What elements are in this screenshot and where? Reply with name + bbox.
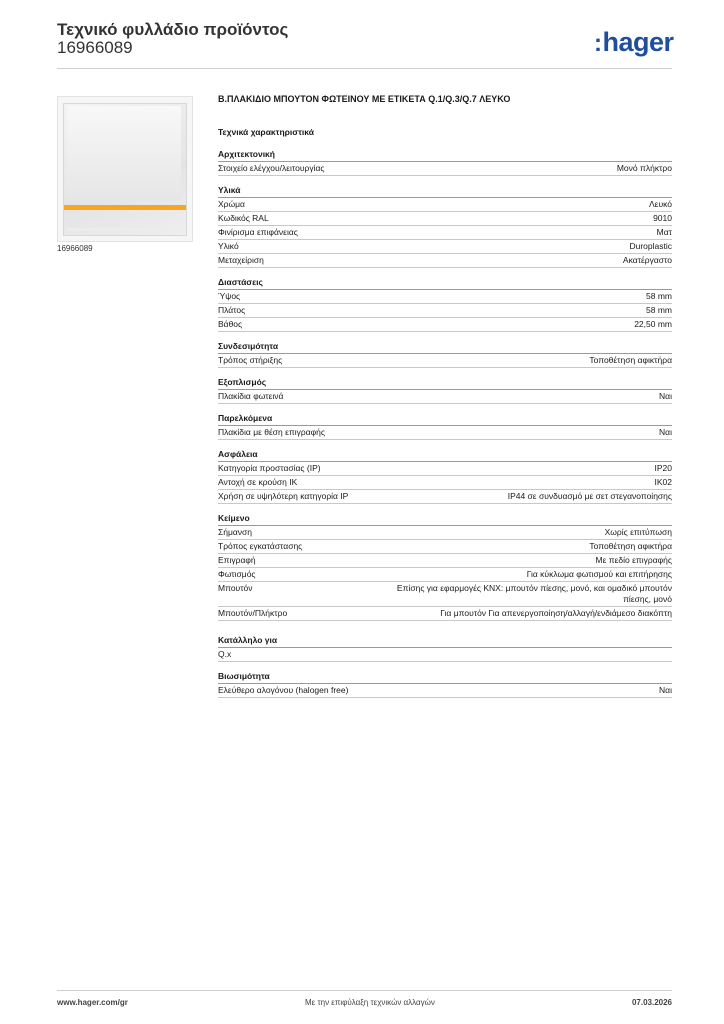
spec-value: Ματ (656, 227, 672, 237)
spec-value: 58 mm (646, 305, 672, 315)
plate-edge (67, 228, 181, 231)
section-dimensions (218, 277, 672, 332)
section-title: Διαστάσεις (218, 277, 672, 290)
spec-label: Φινίρισμα επιφάνειας (218, 227, 298, 237)
spec-row (218, 554, 672, 568)
spec-label: Κατηγορία προστασίας (IP) (218, 463, 321, 473)
spec-label: Τρόπος στήριξης (218, 355, 283, 365)
section-materials (218, 185, 672, 268)
spec-label: Ελεύθερο αλογόνου (halogen free) (218, 685, 349, 695)
spec-value: Τοποθέτηση αφικτήρα (589, 541, 672, 551)
product-image (57, 96, 193, 242)
section-title: Συνδεσιμότητα (218, 341, 672, 354)
spec-value: Λευκό (649, 199, 672, 209)
header-divider (57, 68, 672, 69)
spec-row (218, 607, 672, 621)
spec-row (218, 240, 672, 254)
spec-row (218, 354, 672, 368)
section-title: Υλικά (218, 185, 672, 198)
spec-value: IP20 (654, 463, 672, 473)
footer-note: Με την επιφύλαξη τεχνικών αλλαγών (305, 998, 435, 1007)
section-title: Κατάλληλο για (218, 635, 672, 648)
spec-row (218, 462, 672, 476)
spec-label: Πλακίδια με θέση επιγραφής (218, 427, 325, 437)
logo-text: hager (602, 27, 674, 57)
section-sustainability (218, 671, 672, 698)
spec-sections (218, 149, 672, 698)
section-title: Παρελκόμενα (218, 413, 672, 426)
spec-label: Αντοχή σε κρούση IK (218, 477, 298, 487)
spec-row (218, 318, 672, 332)
spec-value: Duroplastic (629, 241, 672, 251)
logo-colon-icon: : (594, 30, 602, 57)
section-text (218, 513, 672, 621)
spec-label: Πλακίδια φωτεινά (218, 391, 284, 401)
spec-value: Ακατέργαστο (622, 255, 672, 265)
spec-value: Ναι (659, 391, 672, 401)
spec-label: Στοιχείο ελέγχου/λειτουργίας (218, 163, 325, 173)
spec-label: Βάθος (218, 319, 243, 329)
spec-label: Ύψος (218, 291, 241, 301)
spec-row (218, 526, 672, 540)
spec-row (218, 426, 672, 440)
spec-row (218, 684, 672, 698)
spec-row (218, 198, 672, 212)
spec-content (218, 94, 672, 707)
spec-label: Επιγραφή (218, 555, 256, 565)
spec-row (218, 304, 672, 318)
spec-value: 9010 (653, 213, 672, 223)
spec-value: 58 mm (646, 291, 672, 301)
spec-value: Ναι (659, 427, 672, 437)
spec-row (218, 290, 672, 304)
plate-illustration (63, 103, 187, 236)
spec-label: Χρήση σε υψηλότερη κατηγορία IP (218, 491, 349, 501)
label-strip (64, 205, 186, 210)
spec-label: Πλάτος (218, 305, 246, 315)
spec-row (218, 648, 672, 662)
section-title: Εξοπλισμός (218, 377, 672, 390)
section-accessories (218, 413, 672, 440)
spec-label: Τρόπος εγκατάστασης (218, 541, 303, 551)
document-number: 16966089 (57, 38, 133, 57)
spec-label: Q.x (218, 649, 232, 659)
spec-label: Φωτισμός (218, 569, 256, 579)
section-architecture (218, 149, 672, 176)
spec-row (218, 568, 672, 582)
spec-value: Τοποθέτηση αφικτήρα (589, 355, 672, 365)
spec-label: Μπουτόν (218, 583, 253, 593)
product-title: Β.ΠΛΑΚΙΔΙΟ ΜΠΟΥΤΟΝ ΦΩΤΕΙΝΟΥ ΜΕ ΕΤΙΚΕΤΑ Q.1/Q.3/Q.7 ΛΕΥΚΟ (218, 94, 511, 104)
section-safety (218, 449, 672, 504)
hager-logo (594, 27, 674, 58)
spec-row (218, 582, 672, 607)
spec-value: Μονό πλήκτρο (616, 163, 672, 173)
spec-row (218, 490, 672, 504)
section-equipment (218, 377, 672, 404)
spec-value: Ναι (659, 685, 672, 695)
spec-row (218, 162, 672, 176)
section-title: Αρχιτεκτονική (218, 149, 672, 162)
spec-label: Σήμανση (218, 527, 253, 537)
section-title: Ασφάλεια (218, 449, 672, 462)
page-title: Τεχνικό φυλλάδιο προϊόντος (57, 20, 289, 39)
section-title: Κείμενο (218, 513, 672, 526)
spec-value: Με πεδίο επιγραφής (595, 555, 672, 565)
spec-value: IK02 (654, 477, 672, 487)
footer-divider (57, 990, 672, 991)
spec-row (218, 226, 672, 240)
spec-label: Υλικό (218, 241, 239, 251)
spec-row (218, 390, 672, 404)
footer-url[interactable]: www.hager.com/gr (57, 998, 128, 1007)
section-connectivity (218, 341, 672, 368)
spec-row (218, 540, 672, 554)
spec-value: Επίσης για εφαρμογές KNX: μπουτόν πίεσης, μονό, και ομαδικό μπουτόν πίεσης, μονό (396, 583, 672, 604)
spec-label: Χρώμα (218, 199, 245, 209)
spec-row (218, 254, 672, 268)
spec-label: Μπουτόν/Πλήκτρο (218, 608, 288, 618)
tech-specs-heading: Τεχνικά χαρακτηριστικά (218, 127, 314, 137)
section-suitable-for (218, 635, 672, 662)
spec-value: IP44 σε συνδυασμό με σετ στεγανοποίησης (507, 491, 672, 501)
spec-value: Χωρίς επιτύπωση (604, 527, 672, 537)
image-caption: 16966089 (57, 244, 93, 253)
section-title: Βιωσιμότητα (218, 671, 672, 684)
spec-label: Κωδικός RAL (218, 213, 269, 223)
spec-value: Για μπουτόν Για απενεργοποίηση/αλλαγή/ενδιάμεσο διακόπτη (440, 608, 672, 618)
spec-row (218, 476, 672, 490)
spec-row (218, 212, 672, 226)
plate-face (67, 106, 181, 200)
footer-date: 07.03.2026 (631, 998, 672, 1007)
spec-value: Για κύκλωμα φωτισμού και επιτήρησης (526, 569, 672, 579)
spec-value: 22,50 mm (634, 319, 672, 329)
spec-label: Μεταχείριση (218, 255, 264, 265)
